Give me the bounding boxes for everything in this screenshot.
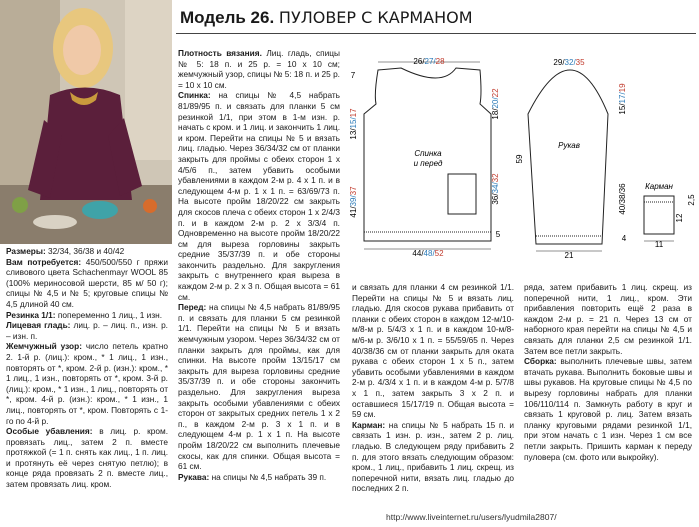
sleeve-piece — [528, 70, 608, 244]
page-title — [180, 8, 473, 28]
front-total-height: 59 — [515, 154, 524, 164]
front-bottom-width: 44/48/52 — [412, 249, 444, 258]
special-decrease-paragraph: Особые убавления: в лиц. р. кром. провязать лиц., затем 2 п. вместе протяжкой (= 1 п. снять как лиц., 1 п. лиц. и протянуть её через снятую петлю); в конце ряда провязать 2 п. вместе лиц., затем провязать лиц. кром. — [6, 426, 168, 490]
front-armhole-right: 18/20/22 — [491, 88, 500, 120]
sleeve-bottom-width: 21 — [564, 251, 574, 260]
pocket-piece — [644, 196, 674, 234]
seed-stitch-paragraph: Жемчужный узор: число петель кратно 2. 1-й р. (лиц.): кром., * 1 лиц., 1 изн., повторять от *, кром. 2-й р. (изн.): кром., * 1 лиц., 1 изн., повторять от *, кром. 3-й р. (лиц.): кром., * 1 изн., 1 лиц., повторять от *, кром. 4-й р. (изн.): кром., * 1 изн., 1 лиц., повторять от *, кром. Повторять с 1-го по 4-й р. — [6, 341, 168, 426]
front-rib-height: 5 — [495, 230, 501, 239]
pocket-rib: 2,5 — [687, 194, 696, 206]
assembly-paragraph: Сборка: выполнить плечевые швы, затем втачать рукава. Выполнить боковые швы и швы рукавов. На круговые спицы № 4,5 по вырезу горловины набрать для планки 106/110/114 п. Замкнуть работу в круг и связать 1 круговой р. лиц. Затем вязать планку круговыми рядами резинкой 1/1, при этом начать с 1 изн. Через 1 см все петли закрыть. Пришить карман к переду пуловера (см. фото или выкройку). — [524, 356, 692, 462]
sleeve-side-height: 40/38/36 — [618, 183, 627, 215]
rib-paragraph: Резинка 1/1: попеременно 1 лиц., 1 изн. — [6, 309, 163, 320]
sleeve-cap-height: 15/17/19 — [618, 83, 627, 115]
model-name: ПУЛОВЕР С КАРМАНОМ — [278, 8, 473, 27]
front-armhole-left: 13/15/17 — [349, 108, 358, 140]
pocket-width: 11 — [654, 240, 664, 249]
front-paragraph: Перед: на спицы № 4,5 набрать 81/89/95 п. и связать для планки 5 см резинкой 1/1. Перейти на спицы № 5 и вязать жемчужным узором. Через 36/34/32 см от планки закрыть для проймы, как для спинки. На высоте пройм 13/15/17 см закрыть для выреза горловины средние 35/37/39 п. и обе стороны закончить раздельно. Для закругления выреза закрыть особыми убавлениями с обеих сторон от закрытых средних петель 1 х 2 п., в каждом 2-м р. 3 х 1 п. и в следующем 4-м р. 1 х 1 п. На высоте пройм 18/20/22 см выполнить плечевые скосы, как для спинки. Общая высота = 61 см. — [178, 302, 340, 472]
column-2 — [178, 48, 340, 482]
front-neck-side: 7 — [350, 71, 356, 80]
front-label-1: Спинка — [414, 149, 442, 158]
sleeves-paragraph: Рукава: на спицы № 4,5 набрать 39 п. — [178, 471, 327, 482]
gauge-paragraph: Плотность вязания. Лиц. гладь, спицы № 5: 18 п. и 25 р. = 10 х 10 см; жемчужный узор, спицы № 5: 18 п. и 25 р. = 10 х 10 см. — [178, 48, 341, 90]
front-label-2: и перед — [413, 159, 443, 168]
pocket-paragraph: Карман: на спицы № 5 набрать 15 п. и связать 1 изн. р. изн., затем 2 р. лиц. гладью. В следующем ряду прибавить 2 п. для этого вязать следующим образом: кром., 1 лиц., прибавить 1 лиц. скрещ. из поперечной нити, вязать лиц. гладью до последних 2 п. — [352, 419, 514, 494]
pocket-continued-paragraph: ряда, затем прибавить 1 лиц. скрещ. из поперечной нити, 1 лиц., кром. Эти прибавления повторить ещё 2 раза в каждом 2-м р. = 21 п. Через 13 см от наборного края перейти на спицы № 4,5 и связать для планки 2,5 см резинкой 1/1. Затем все петли закрыть. — [524, 282, 692, 356]
sleeves-continued-paragraph: и связать для планки 4 см резинкой 1/1. Перейти на спицы № 5 и вязать лиц. гладью. Для скосов рукава прибавить от планки с обеих сторон в каждом 12-м/10-м/8-м р. 5/4/3 х 1 п. и в каждом 10-м/8-м/6-м р. 3/6/10 х 1 п. = 55/59/65 п. Через 40/38/36 см от планки закрыть для оката рукава с обеих сторон 1 х 5 п., затем убавить особыми убавлениями в каждом 2-м р. 4/3/4 х 1 п. и в каждом 4-м р. 5/7/8 х 1 п., затем закрыть 3 х 2 п. и оставшиеся 15/17/19 п. Общая высота = 59 см. — [352, 282, 514, 420]
column-4 — [524, 282, 692, 462]
model-photo — [0, 0, 172, 244]
materials-paragraph: Вам потребуется: 450/500/550 г пряжи сливового цвета Schachenmayr WOOL 85 (100% мериносовой шерсти, 85 м/ 50 г); спицы № 4,5 и № 5; круговые спицы № 4,5 длиной 40 см. — [6, 256, 168, 309]
front-side-left: 41/39/37 — [349, 186, 358, 218]
pocket-label: Карман — [645, 182, 673, 191]
sizes-paragraph: Размеры: 32/34, 36/38 и 40/42 — [6, 246, 125, 256]
column-3 — [352, 282, 514, 494]
sleeve-dims — [536, 58, 627, 260]
watermark-url: http://www.liveinternet.ru/users/lyudmila2807/ — [386, 512, 557, 522]
front-top-width: 26/27/28 — [413, 57, 445, 66]
front-side-right: 36/34/32 — [491, 173, 500, 205]
pocket-height: 12 — [675, 213, 684, 223]
sleeve-top-width: 29/32/35 — [553, 58, 585, 67]
pocket-dims — [644, 182, 696, 249]
stockinette-paragraph: Лицевая гладь: лиц. р. – лиц. п., изн. р. – изн. п. — [6, 320, 168, 341]
pattern-diagram — [340, 34, 699, 278]
model-photo-illustration — [0, 0, 172, 244]
model-number: Модель 26. — [180, 8, 275, 27]
sleeve-rib-height: 4 — [621, 234, 627, 243]
back-paragraph: Спинка: на спицы № 4,5 набрать 81/89/95 п. и связать для планки 5 см резинкой 1/1, при этом в 1-м изн. р. начать с кром. и 1 лиц. и закончить 1 лиц. и кром. Перейти на спицы № 5 и вязать лиц. гладью. Через 36/34/32 см от планки закрыть для проймы с обеих сторон 1 х 4/5/6 п., затем убавить особыми убавлениями в каждом 2-м р. 4 х 1 п. и в следующем 4-м р. 1 х 1 п. = 63/69/73 п. На высоте пройм 18/20/22 см закрыть для скосов плеча с обеих сторон 1 х 2/4/3 п. и в каждом 2-м р. 2 х 3/3/4 п. Одновременно на высоте пройм 18/20/22 см для выреза горловины закрыть средние 35/37/39 п. и обе стороны закончить раздельно. Для закругления закрыть с внутреннего края выреза в каждом 2-м р. 2 х 3 п. Общая высота = 61 см. — [178, 90, 340, 302]
column-1 — [6, 246, 168, 490]
sleeve-label: Рукав — [558, 141, 580, 150]
